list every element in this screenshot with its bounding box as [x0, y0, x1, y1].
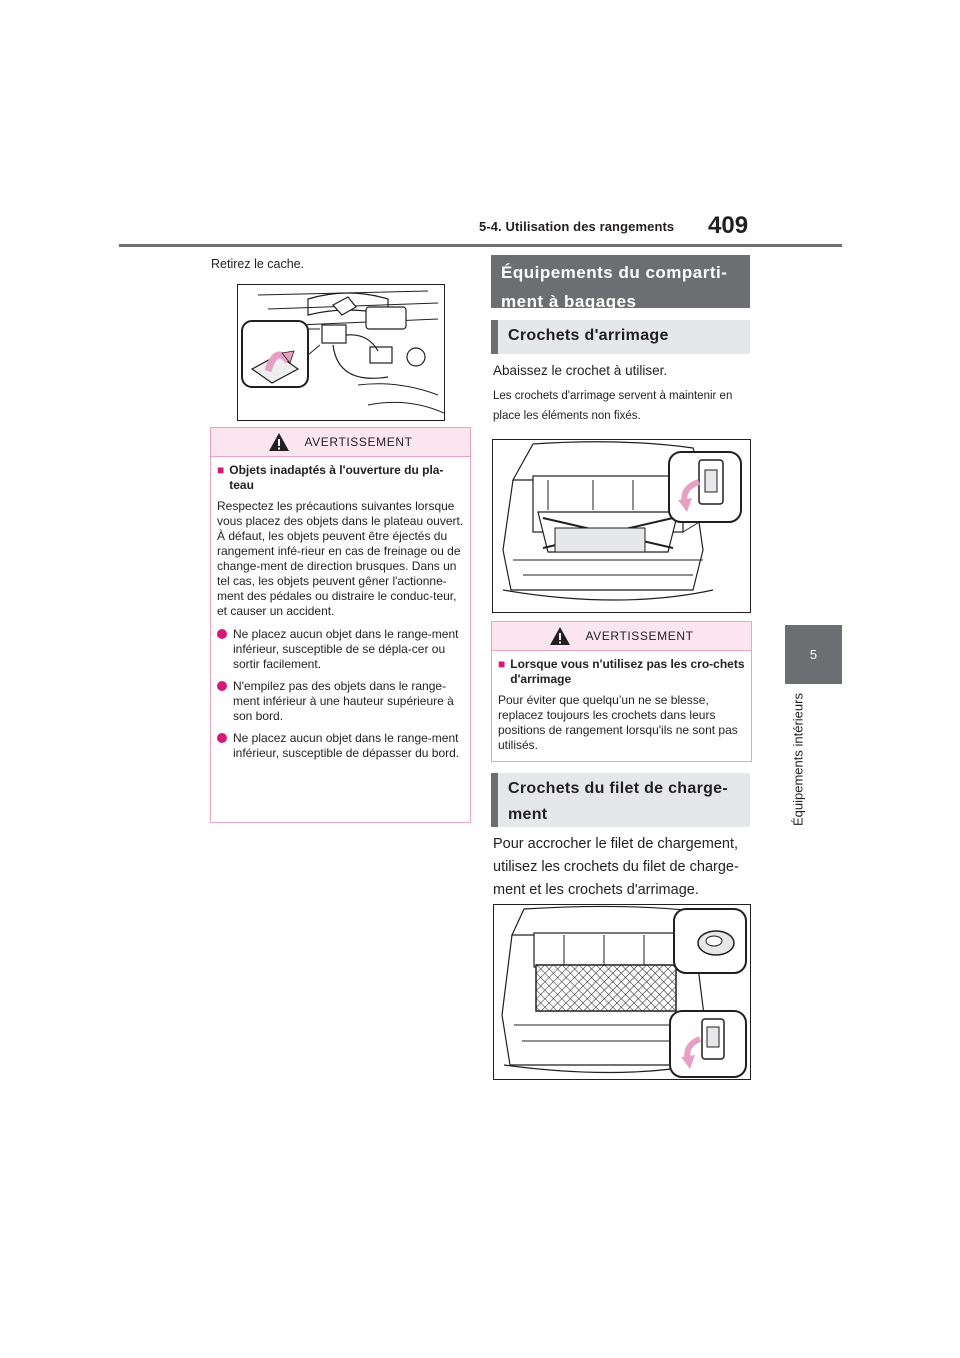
warning-box-hooks: [491, 621, 752, 762]
warning-subtitle-text: Lorsque vous n'utilisez pas les cro-chets d'arrimage: [510, 657, 745, 686]
warning-subtitle-text: Objets inadaptés à l'ouverture du pla-teau: [229, 463, 444, 492]
warning-bullet: [217, 679, 464, 724]
warning-header: [211, 428, 470, 457]
cover-removal-figure: [237, 284, 445, 421]
cargo-net-illustration: [494, 905, 750, 1079]
square-bullet-icon: ■: [498, 657, 506, 671]
subsection-title-filet: Crochets du filet de charge-ment: [491, 773, 750, 827]
warning-bullet-text: Ne placez aucun objet dans le range-ment inférieur, susceptible de se dépla-cer ou sortir facilement.: [233, 627, 459, 671]
warning-box-plateau: [210, 427, 471, 823]
cargo-hooks-illustration: [493, 440, 750, 612]
round-bullet-icon: [217, 681, 227, 691]
lead-text-crochets: Abaissez le crochet à utiliser.: [493, 363, 668, 378]
section-header: 5-4. Utilisation des rangements: [479, 219, 675, 234]
header-divider: [119, 244, 842, 247]
square-bullet-icon: ■: [217, 463, 225, 477]
lead-text-filet: Pour accrocher le filet de chargement, utilisez les crochets du filet de charge-ment et les crochets d'arrimage.: [493, 836, 739, 898]
page-number: 409: [708, 212, 749, 239]
chapter-label: Équipements intérieurs: [790, 693, 806, 827]
round-bullet-icon: [217, 733, 227, 743]
warning-bullet-text: N'empilez pas des objets dans le range-ment inférieur à une hauteur supérieure à son bord.: [233, 679, 454, 723]
cargo-net-figure: [493, 904, 751, 1080]
warning-subtitle: [217, 463, 464, 493]
warning-triangle-icon: [549, 626, 571, 646]
warning-subtitle: [498, 657, 745, 687]
warning-paragraph: Pour éviter que quelqu’un ne se blesse, replacez toujours les crochets dans leurs positions de rangement lorsqu'ils ne sont pas utilisés.: [498, 693, 738, 752]
note-text-crochets: Les crochets d'arrimage servent à maintenir en place les éléments non fixés.: [493, 390, 733, 422]
warning-triangle-icon: [268, 432, 290, 452]
warning-bullet: [217, 627, 464, 672]
warning-bullet-text: Ne placez aucun objet dans le range-ment inférieur, susceptible de dépasser du bord.: [233, 731, 460, 760]
subsection-title-crochets: Crochets d'arrimage: [491, 320, 750, 354]
cover-removal-illustration: [238, 285, 444, 420]
warning-bullet: [217, 731, 464, 761]
section-title: Équipements du comparti-ment à bagages: [491, 255, 750, 308]
warning-title: AVERTISSEMENT: [585, 629, 694, 643]
round-bullet-icon: [217, 629, 227, 639]
intro-text: Retirez le cache.: [211, 257, 305, 271]
warning-title: AVERTISSEMENT: [304, 435, 413, 449]
cargo-hooks-figure: [492, 439, 751, 613]
warning-paragraph: Respectez les précautions suivantes lorsque vous placez des objets dans le plateau ouvert. À défaut, les objets peuvent être éjectés du rangement infé-rieur en cas de freinage ou de change-ment de direction brusques. Dans un tel cas, les objets peuvent gêner l'actionne-ment des pédales ou distraire le conduc-teur, et causer un accident.: [217, 499, 464, 618]
chapter-tab: 5: [785, 625, 842, 684]
warning-header: [492, 622, 751, 651]
